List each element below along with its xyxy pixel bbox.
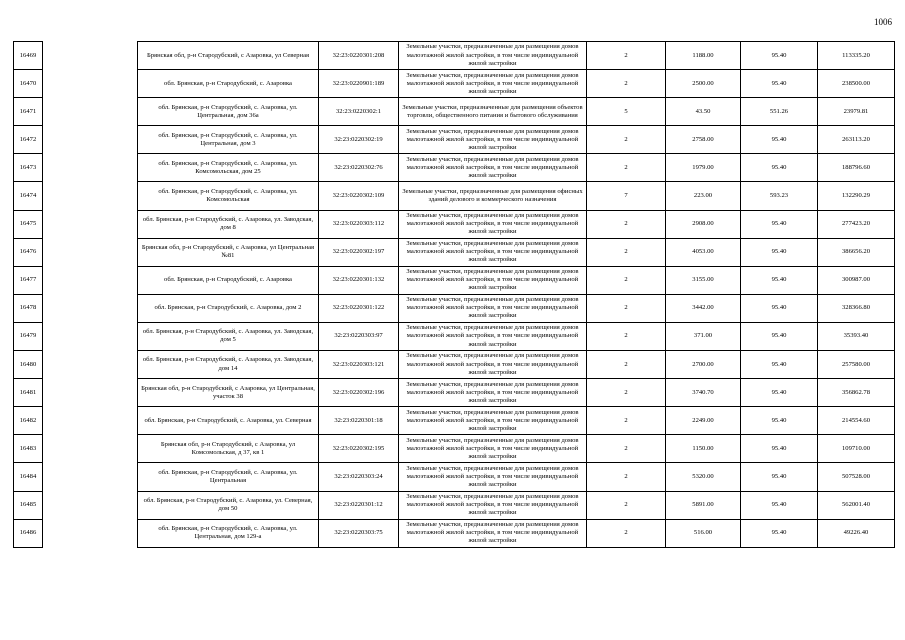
cadastral-value-cell: 109710.00 (818, 435, 895, 463)
spacer-cell (43, 98, 138, 126)
group-cell: 2 (587, 42, 666, 70)
cadastral-number-cell: 32:23:0220302:109 (319, 182, 399, 210)
cadastral-number-cell: 32:23:0220302:195 (319, 435, 399, 463)
row-number-cell: 16485 (14, 491, 43, 519)
land-use-cell: Земельные участки, предназначенные для размещения домов малоэтажной жилой застройки, в том числе индивидуальной жилой застройки (399, 70, 587, 98)
table-row (14, 126, 895, 154)
area-cell: 5320.00 (666, 463, 741, 491)
area-cell: 2249.00 (666, 407, 741, 435)
cadastral-value-cell: 23979.81 (818, 98, 895, 126)
specific-value-cell: 95.40 (741, 491, 818, 519)
specific-value-cell: 95.40 (741, 42, 818, 70)
row-number-cell: 16480 (14, 351, 43, 379)
group-cell: 2 (587, 379, 666, 407)
address-cell: обл. Брянская, р-н Стародубский, с. Азаровка, ул. Заводская, дом 14 (138, 351, 319, 379)
cadastral-value-cell: 386656.20 (818, 238, 895, 266)
spacer-cell (43, 42, 138, 70)
cadastral-number-cell: 32:23:0220303:75 (319, 519, 399, 547)
cadastral-value-cell: 328366.80 (818, 294, 895, 322)
address-cell: Брянская обл, р-н Стародубский, с Азаровка, ул Комсомольская, д 37, кв 1 (138, 435, 319, 463)
land-use-cell: Земельные участки, предназначенные для размещения домов малоэтажной жилой застройки, в том числе индивидуальной жилой застройки (399, 322, 587, 350)
group-cell: 2 (587, 322, 666, 350)
address-cell: обл. Брянская, р-н Стародубский, с. Азаровка, ул. Заводская, дом 8 (138, 210, 319, 238)
area-cell: 223.00 (666, 182, 741, 210)
table-row (14, 42, 895, 70)
spacer-cell (43, 519, 138, 547)
specific-value-cell: 95.40 (741, 126, 818, 154)
address-cell: обл. Брянская, р-н Стародубский, с. Азаровка, ул. Центральная, дом 3 (138, 126, 319, 154)
group-cell: 2 (587, 463, 666, 491)
land-use-cell: Земельные участки, предназначенные для размещения домов малоэтажной жилой застройки, в том числе индивидуальной жилой застройки (399, 491, 587, 519)
spacer-cell (43, 154, 138, 182)
cadastral-number-cell: 32:23:0220302:1 (319, 98, 399, 126)
cadastral-number-cell: 32:23:0220302:197 (319, 238, 399, 266)
cadastral-number-cell: 32:23:0220302:196 (319, 379, 399, 407)
area-cell: 3155.00 (666, 266, 741, 294)
group-cell: 2 (587, 70, 666, 98)
specific-value-cell: 95.40 (741, 266, 818, 294)
table-row (14, 463, 895, 491)
area-cell: 43.50 (666, 98, 741, 126)
cadastral-value-cell: 238500.00 (818, 70, 895, 98)
cadastral-number-cell: 32:23:0220301:18 (319, 407, 399, 435)
spacer-cell (43, 238, 138, 266)
cadastral-number-cell: 32:23:0220303:97 (319, 322, 399, 350)
address-cell: обл. Брянская, р-н Стародубский, с. Азаровка, ул. Комсомольская (138, 182, 319, 210)
specific-value-cell: 593.23 (741, 182, 818, 210)
area-cell: 4053.00 (666, 238, 741, 266)
table-row (14, 519, 895, 547)
table-row (14, 294, 895, 322)
row-number-cell: 16477 (14, 266, 43, 294)
specific-value-cell: 95.40 (741, 154, 818, 182)
specific-value-cell: 95.40 (741, 238, 818, 266)
specific-value-cell: 95.40 (741, 435, 818, 463)
land-use-cell: Земельные участки, предназначенные для размещения домов малоэтажной жилой застройки, в том числе индивидуальной жилой застройки (399, 42, 587, 70)
address-cell: обл. Брянская, р-н Стародубский, с. Азаровка, ул. Заводская, дом 5 (138, 322, 319, 350)
land-use-cell: Земельные участки, предназначенные для размещения домов малоэтажной жилой застройки, в том числе индивидуальной жилой застройки (399, 351, 587, 379)
address-cell: обл. Брянская, р-н Стародубский, с. Азаровка, ул. Центральная, дом 36а (138, 98, 319, 126)
cadastral-value-cell: 300987.00 (818, 266, 895, 294)
group-cell: 2 (587, 435, 666, 463)
table-row (14, 182, 895, 210)
land-use-cell: Земельные участки, предназначенные для размещения домов малоэтажной жилой застройки, в том числе индивидуальной жилой застройки (399, 126, 587, 154)
row-number-cell: 16470 (14, 70, 43, 98)
area-cell: 516.00 (666, 519, 741, 547)
land-use-cell: Земельные участки, предназначенные для размещения домов малоэтажной жилой застройки, в том числе индивидуальной жилой застройки (399, 435, 587, 463)
area-cell: 3442.00 (666, 294, 741, 322)
cadastral-value-cell: 214554.60 (818, 407, 895, 435)
table-row (14, 238, 895, 266)
row-number-cell: 16469 (14, 42, 43, 70)
table-row (14, 70, 895, 98)
specific-value-cell: 551.26 (741, 98, 818, 126)
land-use-cell: Земельные участки, предназначенные для размещения домов малоэтажной жилой застройки, в том числе индивидуальной жилой застройки (399, 407, 587, 435)
cadastral-number-cell: 32:23:0220302:76 (319, 154, 399, 182)
spacer-cell (43, 491, 138, 519)
address-cell: Брянская обл, р-н Стародубский, с Азаровка, ул Центральная №81 (138, 238, 319, 266)
address-cell: обл. Брянская, р-н Стародубский, с. Азаровка, ул. Северная, дом 50 (138, 491, 319, 519)
group-cell: 2 (587, 154, 666, 182)
cadastral-number-cell: 32:23:0220901:189 (319, 70, 399, 98)
group-cell: 7 (587, 182, 666, 210)
group-cell: 2 (587, 407, 666, 435)
cadastral-value-cell: 356862.78 (818, 379, 895, 407)
address-cell: обл. Брянская, р-н Стародубский, с. Азаровка, дом 2 (138, 294, 319, 322)
land-use-cell: Земельные участки, предназначенные для размещения домов малоэтажной жилой застройки, в том числе индивидуальной жилой застройки (399, 154, 587, 182)
row-number-cell: 16472 (14, 126, 43, 154)
cadastral-number-cell: 32:23:0220301:208 (319, 42, 399, 70)
group-cell: 2 (587, 126, 666, 154)
spacer-cell (43, 351, 138, 379)
specific-value-cell: 95.40 (741, 70, 818, 98)
cadastral-number-cell: 32:23:0220303:112 (319, 210, 399, 238)
cadastral-number-cell: 32:23:0220301:122 (319, 294, 399, 322)
land-use-cell: Земельные участки, предназначенные для размещения домов малоэтажной жилой застройки, в том числе индивидуальной жилой застройки (399, 266, 587, 294)
table-row (14, 322, 895, 350)
area-cell: 2500.00 (666, 70, 741, 98)
land-use-cell: Земельные участки, предназначенные для размещения домов малоэтажной жилой застройки, в том числе индивидуальной жилой застройки (399, 379, 587, 407)
group-cell: 2 (587, 519, 666, 547)
row-number-cell: 16483 (14, 435, 43, 463)
spacer-cell (43, 210, 138, 238)
land-plot-table (13, 41, 895, 548)
specific-value-cell: 95.40 (741, 519, 818, 547)
cadastral-value-cell: 188796.60 (818, 154, 895, 182)
cadastral-value-cell: 263113.20 (818, 126, 895, 154)
land-use-cell: Земельные участки, предназначенные для размещения домов малоэтажной жилой застройки, в том числе индивидуальной жилой застройки (399, 294, 587, 322)
row-number-cell: 16484 (14, 463, 43, 491)
specific-value-cell: 95.40 (741, 379, 818, 407)
area-cell: 1150.00 (666, 435, 741, 463)
table-row (14, 154, 895, 182)
spacer-cell (43, 435, 138, 463)
table-row (14, 435, 895, 463)
spacer-cell (43, 322, 138, 350)
specific-value-cell: 95.40 (741, 407, 818, 435)
group-cell: 5 (587, 98, 666, 126)
land-use-cell: Земельные участки, предназначенные для размещения домов малоэтажной жилой застройки, в том числе индивидуальной жилой застройки (399, 463, 587, 491)
table-row (14, 98, 895, 126)
group-cell: 2 (587, 266, 666, 294)
land-use-cell: Земельные участки, предназначенные для размещения домов малоэтажной жилой застройки, в том числе индивидуальной жилой застройки (399, 519, 587, 547)
table-row (14, 379, 895, 407)
cadastral-number-cell: 32:23:0220303:24 (319, 463, 399, 491)
area-cell: 2758.00 (666, 126, 741, 154)
row-number-cell: 16479 (14, 322, 43, 350)
page-number: 1006 (874, 17, 892, 27)
cadastral-number-cell: 32:23:0220303:121 (319, 351, 399, 379)
row-number-cell: 16476 (14, 238, 43, 266)
address-cell: обл. Брянская, р-н Стародубский, с. Азаровка, ул. Северная (138, 407, 319, 435)
table-row (14, 266, 895, 294)
group-cell: 2 (587, 210, 666, 238)
row-number-cell: 16486 (14, 519, 43, 547)
spacer-cell (43, 407, 138, 435)
spacer-cell (43, 463, 138, 491)
table-body (14, 42, 895, 548)
land-use-cell: Земельные участки, предназначенные для размещения офисных зданий делового и коммерческого назначения (399, 182, 587, 210)
address-cell: обл. Брянская, р-н Стародубский, с. Азаровка, ул. Центральная (138, 463, 319, 491)
land-use-cell: Земельные участки, предназначенные для размещения объектов торговли, общественного питания и бытового обслуживания (399, 98, 587, 126)
address-cell: обл. Брянская, р-н Стародубский, с. Азаровка (138, 70, 319, 98)
group-cell: 2 (587, 351, 666, 379)
cadastral-number-cell: 32:23:0220301:12 (319, 491, 399, 519)
cadastral-number-cell: 32:23:0220302:19 (319, 126, 399, 154)
address-cell: Брянская обл, р-н Стародубский, с Азаровка, ул Центральная, участок 38 (138, 379, 319, 407)
group-cell: 2 (587, 238, 666, 266)
cadastral-number-cell: 32:23:0220301:132 (319, 266, 399, 294)
address-cell: обл. Брянская, р-н Стародубский, с. Азаровка, ул. Комсомольская, дом 25 (138, 154, 319, 182)
specific-value-cell: 95.40 (741, 322, 818, 350)
cadastral-value-cell: 507528.00 (818, 463, 895, 491)
spacer-cell (43, 70, 138, 98)
specific-value-cell: 95.40 (741, 210, 818, 238)
area-cell: 3740.70 (666, 379, 741, 407)
row-number-cell: 16474 (14, 182, 43, 210)
area-cell: 5891.00 (666, 491, 741, 519)
land-use-cell: Земельные участки, предназначенные для размещения домов малоэтажной жилой застройки, в том числе индивидуальной жилой застройки (399, 238, 587, 266)
table-row (14, 407, 895, 435)
cadastral-value-cell: 562001.40 (818, 491, 895, 519)
row-number-cell: 16475 (14, 210, 43, 238)
cadastral-value-cell: 49226.40 (818, 519, 895, 547)
specific-value-cell: 95.40 (741, 463, 818, 491)
cadastral-value-cell: 257580.00 (818, 351, 895, 379)
table-row (14, 491, 895, 519)
spacer-cell (43, 294, 138, 322)
address-cell: обл. Брянская, р-н Стародубский, с. Азаровка (138, 266, 319, 294)
spacer-cell (43, 126, 138, 154)
area-cell: 1979.00 (666, 154, 741, 182)
area-cell: 371.00 (666, 322, 741, 350)
address-cell: обл. Брянская, р-н Стародубский, с. Азаровка, ул. Центральная, дом 129-а (138, 519, 319, 547)
cadastral-value-cell: 132290.29 (818, 182, 895, 210)
spacer-cell (43, 379, 138, 407)
cadastral-value-cell: 277423.20 (818, 210, 895, 238)
specific-value-cell: 95.40 (741, 351, 818, 379)
row-number-cell: 16482 (14, 407, 43, 435)
table-row (14, 351, 895, 379)
row-number-cell: 16481 (14, 379, 43, 407)
spacer-cell (43, 182, 138, 210)
specific-value-cell: 95.40 (741, 294, 818, 322)
land-use-cell: Земельные участки, предназначенные для размещения домов малоэтажной жилой застройки, в том числе индивидуальной жилой застройки (399, 210, 587, 238)
row-number-cell: 16473 (14, 154, 43, 182)
area-cell: 1188.00 (666, 42, 741, 70)
table-row (14, 210, 895, 238)
group-cell: 2 (587, 294, 666, 322)
address-cell: Брянская обл, р-н Стародубский, с Азаровка, ул Северная (138, 42, 319, 70)
area-cell: 2908.00 (666, 210, 741, 238)
area-cell: 2700.00 (666, 351, 741, 379)
row-number-cell: 16471 (14, 98, 43, 126)
spacer-cell (43, 266, 138, 294)
cadastral-value-cell: 35393.40 (818, 322, 895, 350)
group-cell: 2 (587, 491, 666, 519)
cadastral-value-cell: 113335.20 (818, 42, 895, 70)
row-number-cell: 16478 (14, 294, 43, 322)
